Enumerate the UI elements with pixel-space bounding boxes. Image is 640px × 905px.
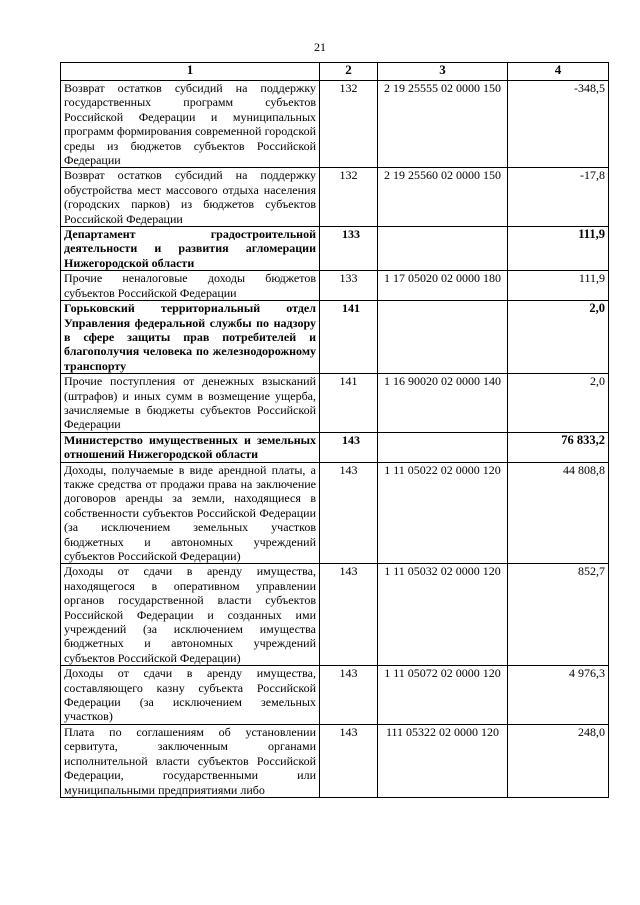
row-admin-code: 143 — [320, 462, 378, 564]
table-row — [61, 666, 609, 725]
row-name: Доходы от сдачи в аренду имущества, составляющего казну субъекта Российской Федерации (за исключением земельных участков) — [61, 666, 320, 725]
row-name: Горьковский территориальный отдел Управления федеральной службы по надзору в сфере защиты прав потребителей и благополучия человека по железнодорожному транспорту — [61, 301, 320, 374]
row-admin-code: 143 — [320, 564, 378, 666]
column-header-3: 3 — [378, 63, 508, 81]
table-row — [61, 271, 609, 301]
table-header — [61, 63, 609, 81]
row-revenue-code: 111 05322 02 0000 120 — [378, 724, 508, 797]
row-name: Плата по соглашениям об установлении сервитута, заключенным органами исполнительной власти субъектов Российской Федерации, государственными или муниципальными предприятиями либо — [61, 724, 320, 797]
table-row — [61, 374, 609, 433]
row-revenue-code — [378, 432, 508, 462]
revenue-table — [60, 62, 609, 798]
row-admin-code: 143 — [320, 724, 378, 797]
row-revenue-code: 1 16 90020 02 0000 140 — [378, 374, 508, 433]
table-row-department — [61, 301, 609, 374]
row-revenue-code: 1 11 05072 02 0000 120 — [378, 666, 508, 725]
row-amount: -17,8 — [508, 168, 609, 227]
row-name: Доходы, получаемые в виде арендной платы, а также средства от продажи права на заключение договоров аренды за земли, находящиеся в собственности субъектов Российской Федерации (за исключением земельных участков бюджетных и автономных учреждений субъектов Российской Федерации) — [61, 462, 320, 564]
row-name: Прочие поступления от денежных взысканий (штрафов) и иных сумм в возмещение ущерба, зачисляемые в бюджеты субъектов Российской Федерации — [61, 374, 320, 433]
table-row — [61, 462, 609, 564]
row-name: Возврат остатков субсидий на поддержку обустройства мест массового отдыха населения (городских парков) из бюджетов субъектов Российской Федерации — [61, 168, 320, 227]
page-number: 21 — [314, 40, 326, 54]
row-name: Департамент градостроительной деятельности и развития агломерации Нижегородской области — [61, 227, 320, 271]
column-header-1: 1 — [61, 63, 320, 81]
row-amount: -348,5 — [508, 81, 609, 168]
table-row — [61, 724, 609, 797]
row-name: Министерство имущественных и земельных отношений Нижегородской области — [61, 432, 320, 462]
row-amount: 76 833,2 — [508, 432, 609, 462]
table-row — [61, 564, 609, 666]
row-amount: 2,0 — [508, 301, 609, 374]
row-amount: 248,0 — [508, 724, 609, 797]
row-amount: 111,9 — [508, 271, 609, 301]
column-header-2: 2 — [320, 63, 378, 81]
row-amount: 852,7 — [508, 564, 609, 666]
row-admin-code: 143 — [320, 666, 378, 725]
table-body — [61, 81, 609, 798]
row-name: Прочие неналоговые доходы бюджетов субъектов Российской Федерации — [61, 271, 320, 301]
row-revenue-code: 2 19 25555 02 0000 150 — [378, 81, 508, 168]
column-header-4: 4 — [508, 63, 609, 81]
row-revenue-code — [378, 227, 508, 271]
row-admin-code: 132 — [320, 168, 378, 227]
row-admin-code: 132 — [320, 81, 378, 168]
row-name: Возврат остатков субсидий на поддержку государственных программ субъектов Российской Федерации и муниципальных программ формирования современной городской среды из бюджетов субъектов Российской Федерации — [61, 81, 320, 168]
row-admin-code: 141 — [320, 301, 378, 374]
table-row — [61, 168, 609, 227]
row-admin-code: 133 — [320, 227, 378, 271]
table-row-department — [61, 227, 609, 271]
row-admin-code: 143 — [320, 432, 378, 462]
table-row-department — [61, 432, 609, 462]
row-revenue-code — [378, 301, 508, 374]
row-amount: 4 976,3 — [508, 666, 609, 725]
row-revenue-code: 1 11 05022 02 0000 120 — [378, 462, 508, 564]
row-revenue-code: 1 11 05032 02 0000 120 — [378, 564, 508, 666]
row-amount: 44 808,8 — [508, 462, 609, 564]
row-amount: 2,0 — [508, 374, 609, 433]
row-admin-code: 141 — [320, 374, 378, 433]
row-revenue-code: 2 19 25560 02 0000 150 — [378, 168, 508, 227]
row-amount: 111,9 — [508, 227, 609, 271]
row-admin-code: 133 — [320, 271, 378, 301]
row-name: Доходы от сдачи в аренду имущества, находящегося в оперативном управлении органов государственной власти субъектов Российской Федерации и созданных ими учреждений (за исключением имущества бюджетных и автономных учреждений субъектов Российской Федерации) — [61, 564, 320, 666]
row-revenue-code: 1 17 05020 02 0000 180 — [378, 271, 508, 301]
table-row — [61, 81, 609, 168]
